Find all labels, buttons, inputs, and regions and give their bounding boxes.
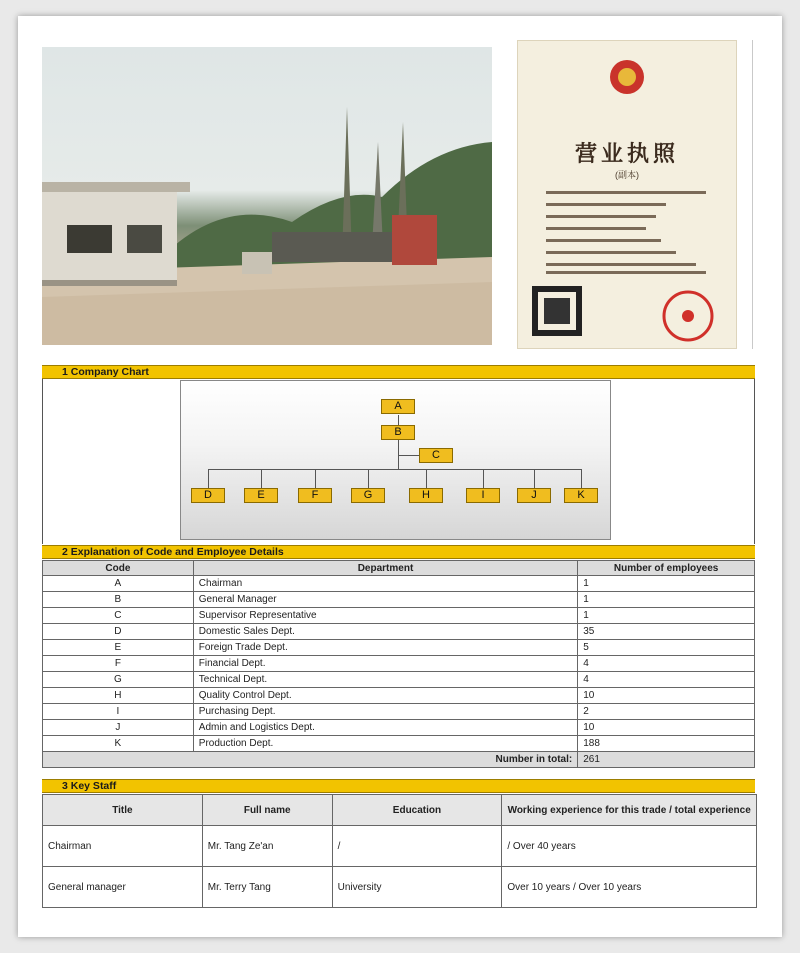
code-cell: H — [43, 688, 194, 704]
department-cell: Domestic Sales Dept. — [193, 624, 577, 640]
staff-experience-cell: / Over 40 years — [502, 826, 757, 867]
org-node-i: I — [466, 488, 500, 503]
table-row — [43, 624, 755, 640]
count-cell: 10 — [578, 720, 755, 736]
header-employees: Number of employees — [578, 561, 755, 576]
code-cell: G — [43, 672, 194, 688]
code-cell: I — [43, 704, 194, 720]
staff-education-cell: / — [332, 826, 502, 867]
code-cell: A — [43, 576, 194, 592]
org-node-a: A — [381, 399, 415, 414]
org-connector — [534, 469, 535, 488]
count-cell: 35 — [578, 624, 755, 640]
table-row — [43, 656, 755, 672]
total-label: Number in total: — [43, 752, 578, 768]
section-key-staff: 3 Key Staff — [42, 779, 755, 793]
table-row — [43, 640, 755, 656]
org-node-b: B — [381, 425, 415, 440]
code-cell: B — [43, 592, 194, 608]
department-cell: Supervisor Representative — [193, 608, 577, 624]
section-explanation: 2 Explanation of Code and Employee Details — [42, 545, 755, 559]
key-staff-table — [42, 794, 757, 908]
table-row — [43, 672, 755, 688]
org-connector — [208, 469, 581, 470]
org-node-k: K — [564, 488, 598, 503]
header-code: Code — [43, 561, 194, 576]
org-connector — [483, 469, 484, 488]
license-title: 营业执照 — [574, 141, 679, 167]
factory-entrance-photo — [42, 47, 492, 345]
table-row — [43, 592, 755, 608]
staff-title-cell: General manager — [43, 867, 203, 908]
code-cell: D — [43, 624, 194, 640]
count-cell: 1 — [578, 592, 755, 608]
org-node-h: H — [409, 488, 443, 503]
org-connector — [315, 469, 316, 488]
count-cell: 4 — [578, 672, 755, 688]
code-cell: E — [43, 640, 194, 656]
table-row — [43, 608, 755, 624]
org-connector — [426, 469, 427, 488]
org-connector — [368, 469, 369, 488]
header-education: Education — [332, 795, 502, 826]
code-cell: F — [43, 656, 194, 672]
department-cell: Production Dept. — [193, 736, 577, 752]
employee-table — [42, 560, 755, 768]
section-company-chart: 1 Company Chart — [42, 365, 755, 379]
org-connector — [399, 455, 419, 456]
license-subtitle: (副本) — [615, 170, 639, 180]
department-cell: Technical Dept. — [193, 672, 577, 688]
department-cell: Quality Control Dept. — [193, 688, 577, 704]
org-connector — [208, 469, 209, 488]
org-node-f: F — [298, 488, 332, 503]
count-cell: 1 — [578, 576, 755, 592]
count-cell: 188 — [578, 736, 755, 752]
table-row — [43, 826, 757, 867]
org-connector — [261, 469, 262, 488]
org-node-d: D — [191, 488, 225, 503]
total-row — [43, 752, 755, 768]
total-value: 261 — [578, 752, 755, 768]
count-cell: 1 — [578, 608, 755, 624]
department-cell: Financial Dept. — [193, 656, 577, 672]
department-cell: Chairman — [193, 576, 577, 592]
staff-name-cell: Mr. Tang Ze'an — [202, 826, 332, 867]
header-department: Department — [193, 561, 577, 576]
header-experience: Working experience for this trade / total experience — [502, 795, 757, 826]
table-row — [43, 720, 755, 736]
org-connector — [581, 469, 582, 488]
department-cell: Admin and Logistics Dept. — [193, 720, 577, 736]
org-node-c: C — [419, 448, 453, 463]
count-cell: 5 — [578, 640, 755, 656]
divider-line — [752, 40, 753, 349]
count-cell: 2 — [578, 704, 755, 720]
staff-title-cell: Chairman — [43, 826, 203, 867]
table-row — [43, 867, 757, 908]
business-license-photo — [517, 40, 737, 349]
org-connector — [398, 415, 399, 425]
count-cell: 4 — [578, 656, 755, 672]
header-title: Title — [43, 795, 203, 826]
staff-name-cell: Mr. Terry Tang — [202, 867, 332, 908]
department-cell: General Manager — [193, 592, 577, 608]
code-cell: K — [43, 736, 194, 752]
count-cell: 10 — [578, 688, 755, 704]
staff-education-cell: University — [332, 867, 502, 908]
code-cell: C — [43, 608, 194, 624]
staff-experience-cell: Over 10 years / Over 10 years — [502, 867, 757, 908]
department-cell: Foreign Trade Dept. — [193, 640, 577, 656]
org-node-j: J — [517, 488, 551, 503]
table-row — [43, 576, 755, 592]
table-row — [43, 736, 755, 752]
table-row — [43, 704, 755, 720]
department-cell: Purchasing Dept. — [193, 704, 577, 720]
org-node-e: E — [244, 488, 278, 503]
org-node-g: G — [351, 488, 385, 503]
header-full-name: Full name — [202, 795, 332, 826]
code-cell: J — [43, 720, 194, 736]
table-row — [43, 688, 755, 704]
